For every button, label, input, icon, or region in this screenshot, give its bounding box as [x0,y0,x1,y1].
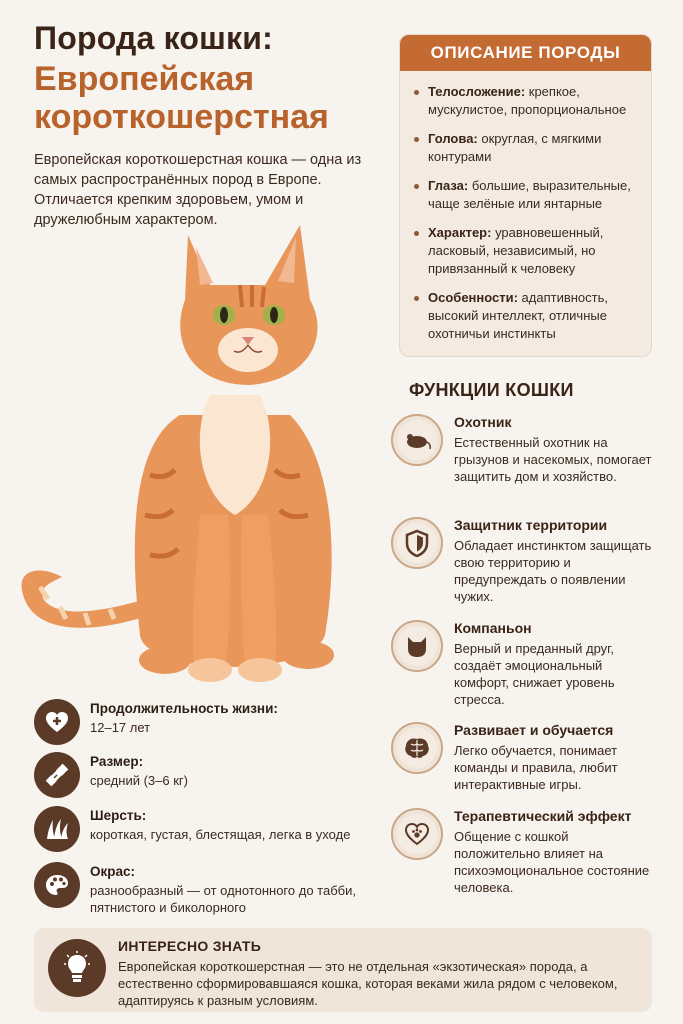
description-item-text: округлая, с мягкими контурами [428,131,602,164]
description-item [414,224,637,278]
stat-text: разнообразный — от однотонного до табби, пятнистого и биколорного [90,883,356,915]
function-icon-badge [391,722,443,774]
fact-title: ИНТЕРЕСНО ЗНАТЬ [118,938,262,954]
function-text: Общение с кошкой положительно влияет на психоэмоциональное состояние человека. [454,829,650,895]
function-icon-badge [391,414,443,466]
ruler-icon [34,752,80,798]
stat-title: Окрас: [90,864,136,879]
interesting-fact-box [34,928,652,1012]
description-item-text: большие, выразительные, чаще зелёные или янтарные [428,178,631,211]
fur-icon [34,806,80,852]
description-item [414,289,637,343]
cat-illustration [10,215,370,695]
intro-text: Европейская короткошерстная кошка — одна из самых распространённых пород в Европе. Отличается крепким здоровьем, умом и дружелюбным характером. [34,152,362,228]
stat-text: средний (3–6 кг) [90,773,188,788]
palette-icon [34,862,80,908]
function-title: Защитник территории [454,517,608,533]
description-item [414,130,637,166]
function-icon-badge [391,620,443,672]
description-item-text: крепкое, мускулистое, пропорциональное [428,84,627,117]
function-icon-badge [391,517,443,569]
stat-text: короткая, густая, блестящая, легка в уходе [90,827,351,842]
description-item-label: Особенности: [428,290,518,305]
description-item [414,177,637,213]
description-item-label: Глаза: [428,178,469,193]
function-text: Обладает инстинктом защищать свою территорию и предупреждать о появлении чужих. [454,538,652,604]
breed-description-card [399,34,652,357]
function-text: Естественный охотник на грызунов и насекомых, помогает защитить дом и хозяйство. [454,435,652,484]
heart-plus-icon [34,699,80,745]
stat-title: Продолжительность жизни: [90,701,278,716]
description-item-label: Характер: [428,225,492,240]
description-item [414,83,637,119]
function-title: Развивает и обучается [454,722,614,738]
function-title: Компаньон [454,620,532,636]
function-text: Верный и преданный друг, создаёт эмоциональный комфорт, снижает уровень стресса. [454,641,615,707]
shield-icon [405,529,429,557]
page-title-line1: Порода кошки: [34,20,273,56]
mouse-icon [403,430,431,450]
breed-description-list [400,71,651,343]
stat-title: Размер: [90,754,144,769]
breed-description-heading: ОПИСАНИЕ ПОРОДЫ [400,35,651,71]
cat-icon [404,633,430,659]
breed-name-title: Европейская короткошерстная [34,60,329,136]
cat-functions-heading: ФУНКЦИИ КОШКИ [409,380,574,400]
heart-paw-icon [404,822,430,846]
description-item-text: уравновешенный, ласковый, независимый, но привязанный к человеку [428,225,604,276]
lightbulb-icon [48,939,106,997]
description-item-text: адаптивность, высокий интеллект, отличные охотничьи инстинкты [428,290,609,341]
brain-icon [403,736,431,760]
function-title: Охотник [454,414,512,430]
description-item-label: Телосложение: [428,84,526,99]
description-item-label: Голова: [428,131,478,146]
fact-text: Европейская короткошерстная — это не отдельная «экзотическая» порода, а естественно сформировавшаяся кошка, которая веками жила рядом с человеком, адаптируясь к разным условиям. [118,959,618,1008]
stat-title: Шерсть: [90,808,147,823]
function-text: Легко обучается, понимает команды и правила, любит интерактивные игры. [454,743,618,792]
stat-text: 12–17 лет [90,720,151,735]
function-icon-badge [391,808,443,860]
function-title: Терапевтический эффект [454,808,632,824]
